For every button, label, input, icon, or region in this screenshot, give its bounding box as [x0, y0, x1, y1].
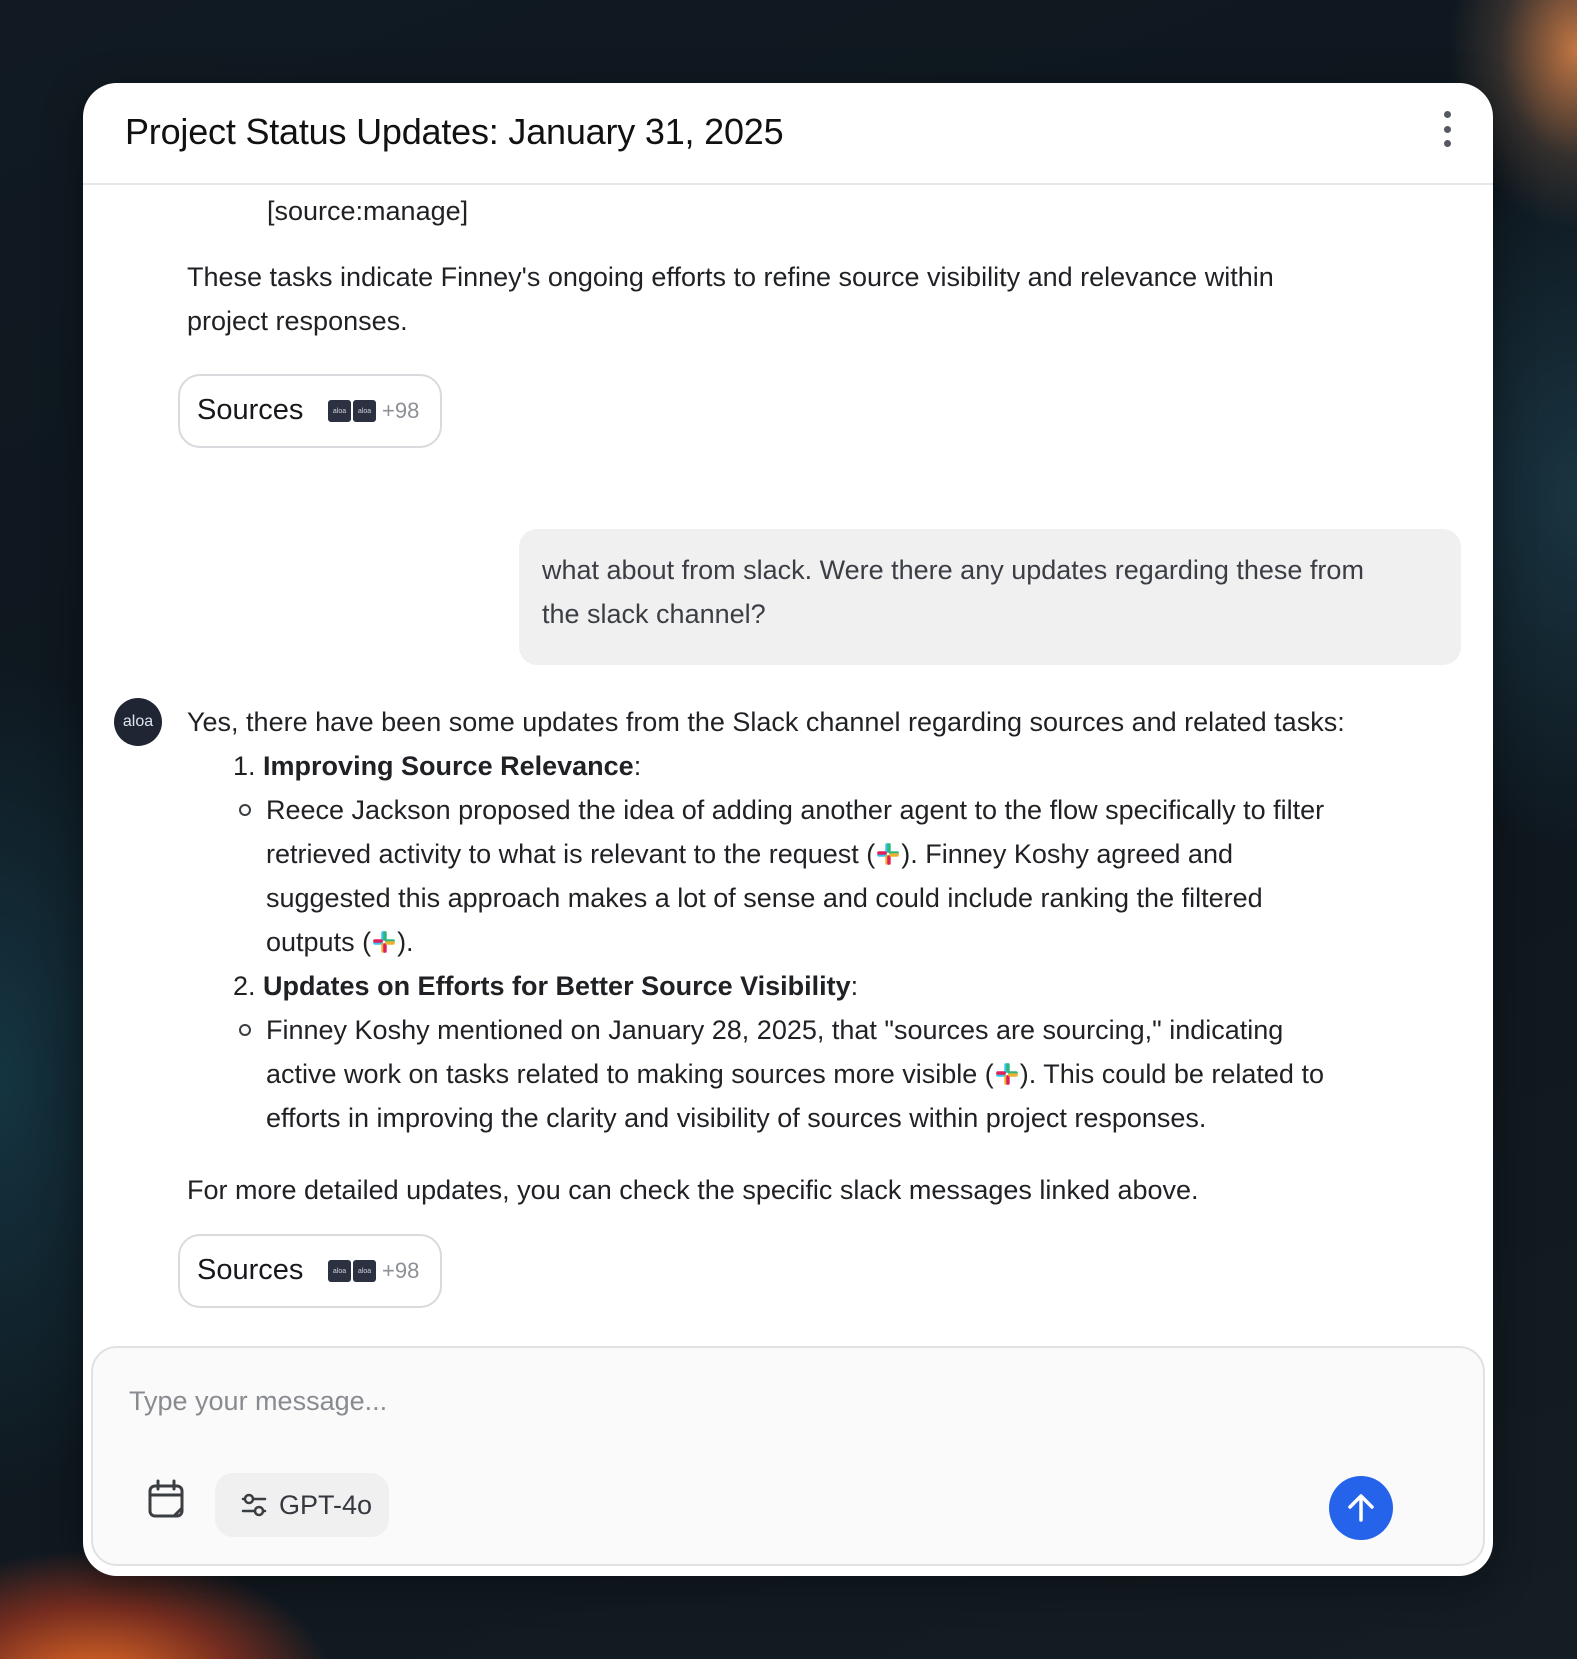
arrow-up-icon — [1344, 1491, 1378, 1525]
list-number: 2. — [233, 971, 256, 1001]
slack-icon[interactable] — [875, 841, 901, 867]
assistant-avatar — [114, 698, 162, 746]
sources-button[interactable] — [178, 1234, 442, 1308]
sources-label: Sources — [197, 1254, 304, 1286]
text-segment: ). Finney Koshy agreed and — [901, 839, 1233, 869]
list-item-heading — [233, 964, 858, 1008]
slack-icon[interactable] — [371, 929, 397, 955]
bullet-text — [266, 832, 1233, 876]
sliders-icon — [240, 1491, 268, 1519]
assistant-closing: For more detailed updates, you can check the specific slack messages linked above. — [187, 1175, 1199, 1205]
text-segment: active work on tasks related to making sources more visible ( — [266, 1059, 994, 1089]
user-message-bubble — [519, 529, 1461, 665]
list-heading-text: Improving Source Relevance — [263, 751, 634, 781]
sources-label: Sources — [197, 394, 304, 426]
sources-button[interactable] — [178, 374, 442, 448]
sources-count: +98 — [382, 398, 420, 423]
text-segment: ). This could be related to — [1019, 1059, 1324, 1089]
user-message-text: the slack channel? — [542, 599, 766, 629]
message-composer — [91, 1346, 1485, 1566]
calendar-icon[interactable] — [141, 1475, 191, 1525]
chat-window — [83, 83, 1493, 1576]
aloa-logo-icon: aloa — [328, 400, 351, 422]
message-text: These tasks indicate Finney's ongoing efforts to refine source visibility and relevance within — [187, 262, 1274, 292]
aloa-logo-icon: aloa — [353, 400, 376, 422]
aloa-logo-icon: aloa — [328, 1260, 351, 1282]
user-message-text: what about from slack. Were there any updates regarding these from — [542, 555, 1364, 585]
send-button[interactable] — [1329, 1476, 1393, 1540]
bullet-text: efforts in improving the clarity and visibility of sources within project responses. — [266, 1103, 1207, 1133]
list-number: 1. — [233, 751, 256, 781]
source-tag: [source:manage] — [267, 196, 469, 226]
list-heading-text: Updates on Efforts for Better Source Visibility — [263, 971, 851, 1001]
list-item-heading — [233, 744, 641, 788]
message-input[interactable] — [129, 1386, 1229, 1417]
model-name: GPT-4o — [279, 1490, 373, 1520]
model-selector-button[interactable] — [215, 1473, 389, 1537]
assistant-intro: Yes, there have been some updates from the Slack channel regarding sources and related tasks: — [187, 707, 1345, 737]
bullet-text: suggested this approach makes a lot of sense and could include ranking the filtered — [266, 883, 1263, 913]
chat-header — [83, 83, 1493, 185]
page-title: Project Status Updates: January 31, 2025 — [125, 111, 784, 152]
source-logos — [328, 1260, 376, 1282]
slack-icon[interactable] — [994, 1061, 1020, 1087]
list-colon: : — [850, 971, 859, 1001]
bullet-text: Reece Jackson proposed the idea of adding another agent to the flow specifically to filter — [266, 795, 1325, 825]
bullet-text — [266, 1052, 1324, 1096]
list-colon: : — [633, 751, 642, 781]
text-segment: outputs ( — [266, 927, 372, 957]
text-segment: ). — [397, 927, 414, 957]
message-text: project responses. — [187, 306, 408, 336]
avatar-logo-text: aloa — [122, 713, 154, 730]
bullet-marker — [239, 1024, 251, 1036]
bullet-marker — [239, 804, 251, 816]
bullet-text — [266, 920, 414, 964]
more-vertical-icon[interactable] — [1437, 111, 1457, 147]
source-logos — [328, 400, 376, 422]
aloa-logo-icon: aloa — [353, 1260, 376, 1282]
sources-count: +98 — [382, 1258, 420, 1283]
bullet-text: Finney Koshy mentioned on January 28, 2025, that "sources are sourcing," indicating — [266, 1015, 1284, 1045]
text-segment: retrieved activity to what is relevant to the request ( — [266, 839, 876, 869]
